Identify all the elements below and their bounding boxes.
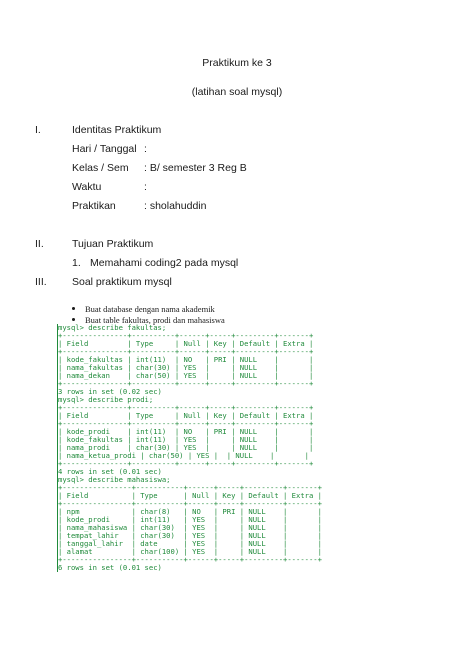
bullet-text: Buat database dengan nama akademik xyxy=(85,303,215,314)
praktikan-value: : sholahuddin xyxy=(144,200,207,212)
praktikan-label: Praktikan xyxy=(72,200,116,212)
section-1-number: I. xyxy=(35,124,41,136)
waktu-label: Waktu xyxy=(72,181,102,193)
hari-tanggal-label: Hari / Tanggal xyxy=(72,143,137,155)
section-3-number: III. xyxy=(35,276,47,288)
terminal-output-mahasiswa: mysql> describe mahasiswa; +----------------+-----------+------+-----+---------+-------+ | Field | Type | Null | Key | Default | Extra | +----------------+-----------+------+-----+---------+-------+ | npm | char(8) | NO | PRI | NULL | | | kode_prodi | int(11) | YES | | NULL | | | nama_mahasiswa | char(30) | YES | | NULL | | | tempat_lahir | char(30) | YES | | NULL | | | tanggal_lahir | date | YES | | NULL | | | alamat | char(100) | YES | | NULL | | +----------------+-----------+------+-----+---------+-------+ 6 rows in set (0.01 sec) xyxy=(58,475,322,572)
bullet-icon xyxy=(72,318,75,321)
section-1-heading: Identitas Praktikum xyxy=(72,124,162,136)
document-subtitle: (latihan soal mysql) xyxy=(191,86,283,98)
document-title: Praktikum ke 3 xyxy=(202,57,272,69)
waktu-value: : xyxy=(144,181,147,193)
list-item xyxy=(72,303,225,314)
objective-item-number: 1. xyxy=(72,257,81,269)
kelas-sem-value: : B/ semester 3 Reg B xyxy=(144,162,247,174)
terminal-output-prodi: mysql> describe prodi; +---------------+----------+------+-----+---------+-------+ | Field | Type | Null | Key | Default | Extra | +---------------+----------+------+-----+---------+-------+ | kode_prodi | int(11) | NO | PRI | NULL | | | kode_fakultas | int(11) | YES | | NULL | | | nama_prodi | char(30) | YES | | NULL | | | nama_ketua_prodi | char(50) | YES | | NULL | | +---------------+----------+------+-----+---------+-------+ 4 rows in set (0.01 sec) xyxy=(58,395,314,476)
hari-tanggal-value: : xyxy=(144,143,147,155)
bullet-text: Buat table fakultas, prodi dan mahasiswa xyxy=(85,314,225,325)
kelas-sem-label: Kelas / Sem xyxy=(72,162,129,174)
objective-item-text: Memahami coding2 pada mysql xyxy=(90,257,239,269)
task-bullet-list xyxy=(72,303,225,325)
bullet-icon xyxy=(72,307,75,310)
section-3-heading: Soal praktikum mysql xyxy=(72,276,172,288)
terminal-output-fakultas: mysql> describe fakultas; +---------------+----------+------+-----+---------+-------+ | Field | Type | Null | Key | Default | Extra | +---------------+----------+------+-----+---------+-------+ | kode_fakultas | int(11) | NO | PRI | NULL | | | nama_fakultas | char(30) | YES | | NULL | | | nama_dekan | char(50) | YES | | NULL | | +---------------+----------+------+-----+---------+-------+ 3 rows in set (0.02 sec) xyxy=(58,323,314,396)
section-2-number: II. xyxy=(35,238,44,250)
section-2-heading: Tujuan Praktikum xyxy=(72,238,154,250)
